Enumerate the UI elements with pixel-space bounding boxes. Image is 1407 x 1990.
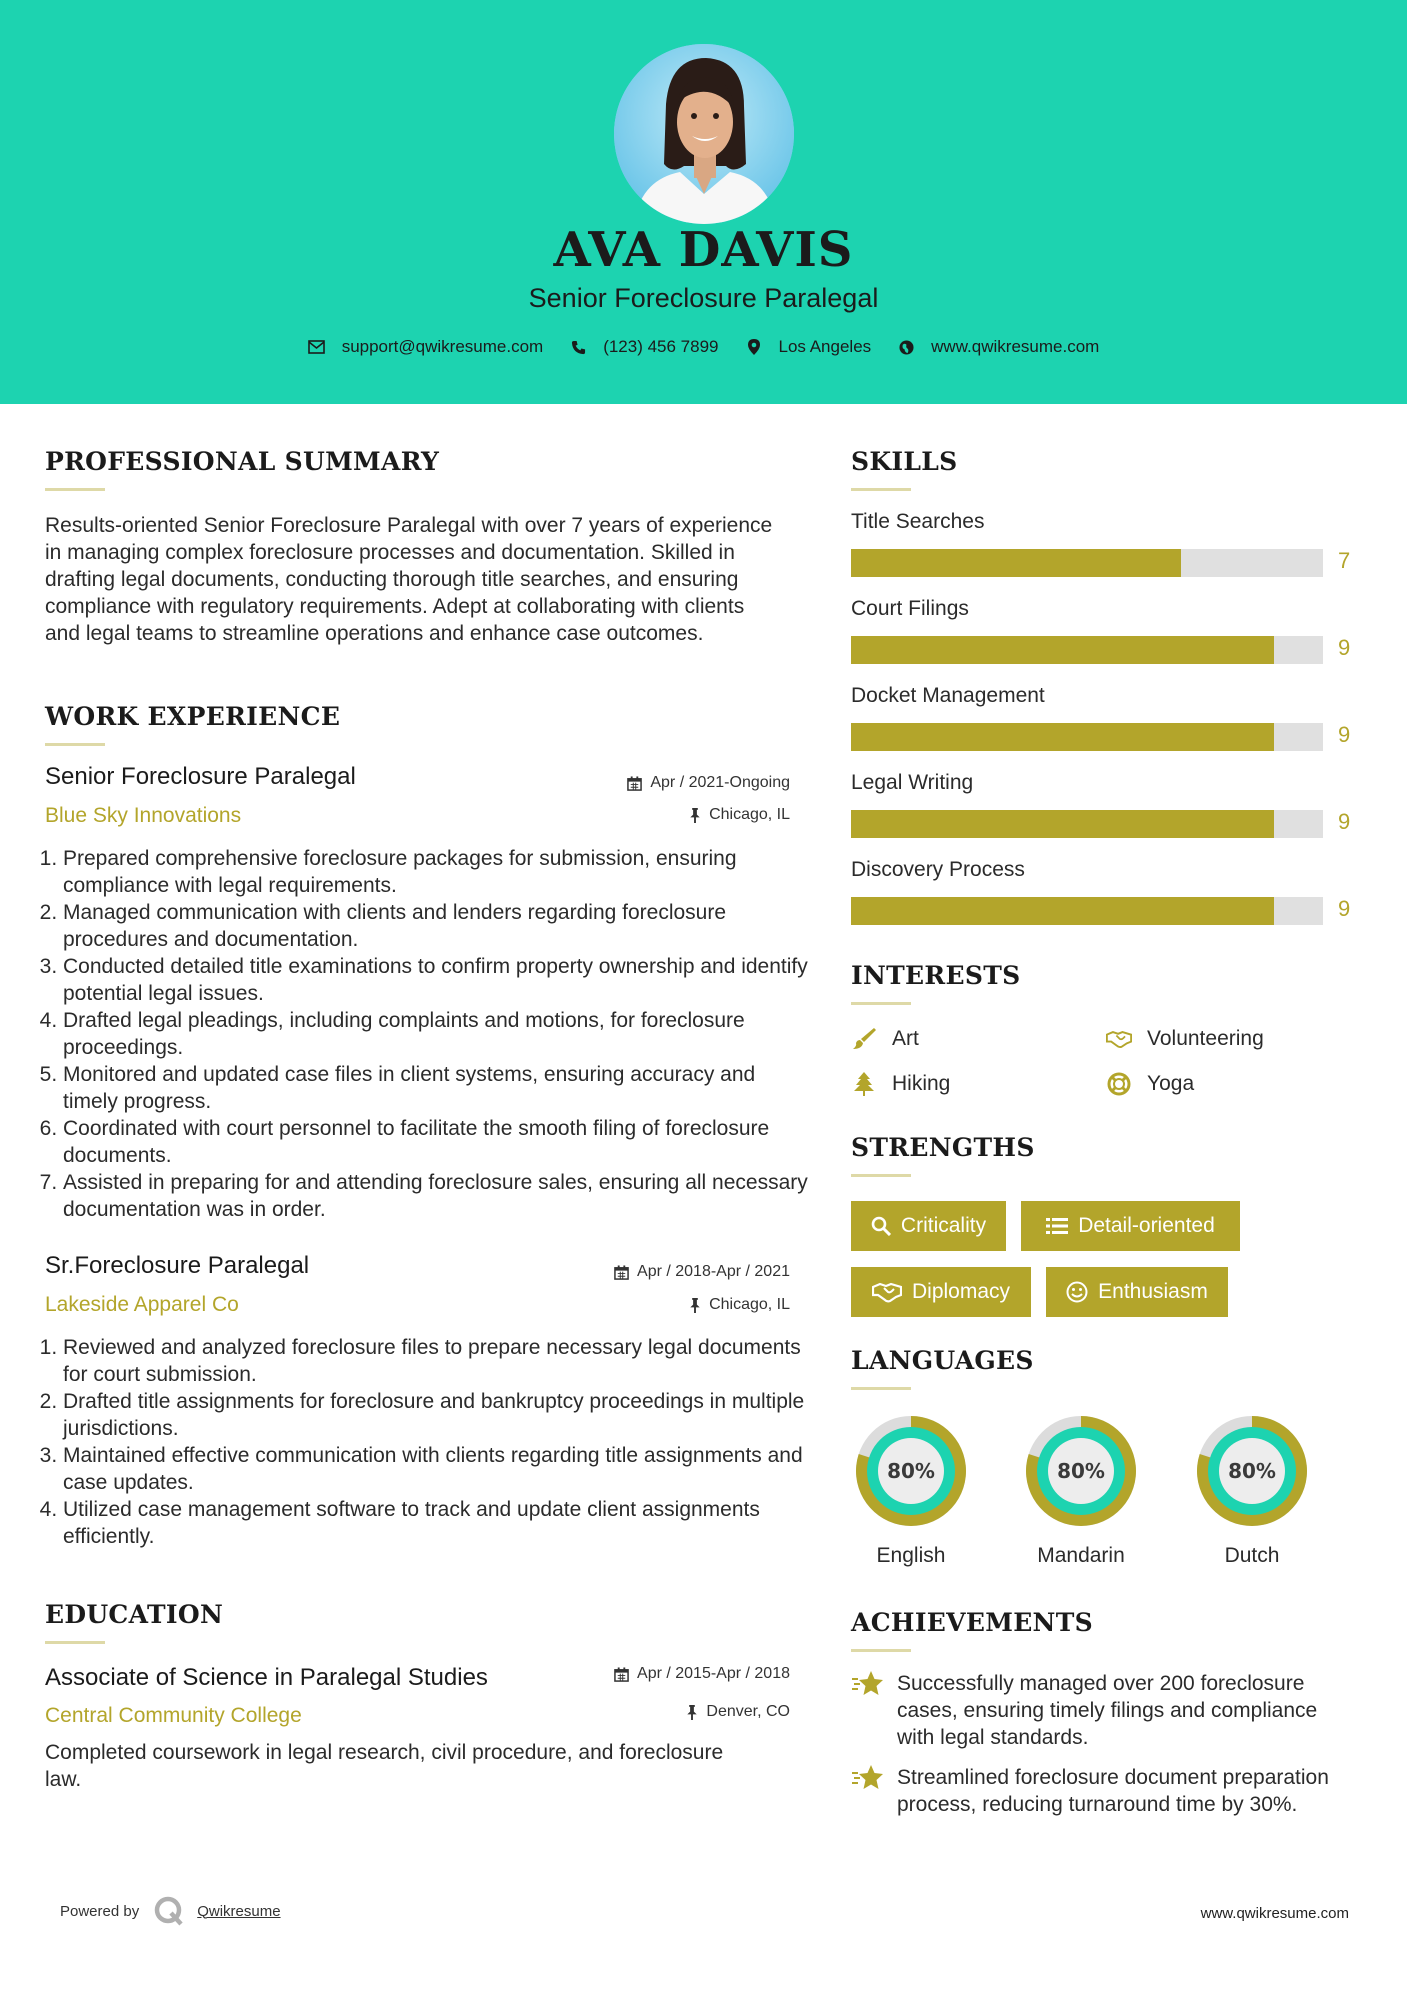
- job-company: Blue Sky Innovations: [45, 804, 242, 827]
- calendar-icon: [614, 1265, 629, 1280]
- candidate-name: AVA DAVIS: [553, 222, 854, 278]
- qwikresume-link[interactable]: Qwikresume: [197, 1902, 281, 1920]
- skill-bar: [851, 549, 1323, 577]
- contact-bar: [0, 337, 1407, 357]
- interest-volunteering: [1106, 1026, 1264, 1052]
- email-text: support@qwikresume.com: [341, 337, 544, 356]
- experience-heading: WORK EXPERIENCE: [45, 702, 341, 731]
- job-bullets: [45, 845, 813, 1223]
- job-title: Senior Foreclosure Paralegal: [45, 763, 356, 790]
- envelope-icon: [308, 338, 326, 356]
- interest-label: Hiking: [892, 1072, 951, 1095]
- language-percent: 80%: [887, 1459, 935, 1483]
- calendar-icon: [627, 776, 642, 791]
- skill-bar-fill: [851, 897, 1274, 925]
- language-ring: [1190, 1409, 1314, 1533]
- list-item: 3. Maintained effective communication with clients regarding title assignments and case updates.: [63, 1442, 813, 1496]
- education-dates-text: Apr / 2015-Apr / 2018: [637, 1665, 790, 1682]
- list-item: 4. Utilized case management software to track and update client assignments efficiently.: [63, 1496, 813, 1550]
- phone-text: (123) 456 7899: [603, 337, 719, 356]
- interest-hiking: [851, 1071, 950, 1097]
- skill-label: Docket Management: [851, 684, 1045, 707]
- job-location-text: Chicago, IL: [709, 806, 790, 823]
- skills-heading: SKILLS: [851, 447, 958, 476]
- skill-value: 9: [1338, 809, 1351, 834]
- education-rule: [45, 1641, 105, 1644]
- summary-text: Results-oriented Senior Foreclosure Paralegal with over 7 years of experience in managing complex foreclosure processes and documentation. Skilled in drafting legal documents, conducting thorough title searches, and ensuring compliance with regulatory requirements. Adept at collaborating with clients and legal teams to streamline operations and enhance case outcomes.: [45, 514, 773, 645]
- calendar-icon: [614, 1667, 629, 1682]
- achievement-text: Streamlined foreclosure document preparation process, reducing turnaround time by 30%.: [897, 1766, 1329, 1816]
- strength-label: Detail-oriented: [1078, 1214, 1215, 1237]
- job-location: [560, 806, 790, 824]
- list-item: 3. Conducted detailed title examinations to confirm property ownership and identify potential legal issues.: [63, 953, 813, 1007]
- job-location: [560, 1296, 790, 1314]
- interest-label: Yoga: [1147, 1072, 1195, 1095]
- job-location-text: Chicago, IL: [709, 1296, 790, 1313]
- job-dates: [560, 774, 790, 792]
- skill-label: Legal Writing: [851, 771, 974, 794]
- phone-icon: [569, 338, 587, 356]
- contact-website[interactable]: [897, 337, 1099, 357]
- job-title: Sr.Foreclosure Paralegal: [45, 1252, 310, 1279]
- skill-value: 9: [1338, 635, 1351, 660]
- qwikresume-logo-icon: [153, 1895, 185, 1927]
- list-item: 1. Reviewed and analyzed foreclosure files to prepare necessary legal documents for court submission.: [63, 1334, 813, 1388]
- languages-heading: LANGUAGES: [851, 1346, 1034, 1375]
- pushpin-icon: [689, 808, 701, 823]
- list-item: 2. Managed communication with clients and lenders regarding foreclosure procedures and documentation.: [63, 899, 813, 953]
- handshake-icon: [872, 1281, 902, 1303]
- job-company: Lakeside Apparel Co: [45, 1293, 239, 1316]
- achievement-item: [851, 1764, 1357, 1818]
- candidate-title: Senior Foreclosure Paralegal: [528, 283, 879, 313]
- contact-phone[interactable]: [569, 337, 718, 357]
- pushpin-icon: [686, 1705, 698, 1720]
- interests-rule: [851, 1002, 911, 1005]
- skill-bar: [851, 810, 1323, 838]
- strength-label: Criticality: [900, 1214, 987, 1237]
- list-item: 6. Coordinated with court personnel to facilitate the smooth filing of foreclosure documents.: [63, 1115, 813, 1169]
- summary-heading: PROFESSIONAL SUMMARY: [45, 447, 440, 476]
- achievement-text: Successfully managed over 200 foreclosure cases, ensuring timely filings and compliance with legal standards.: [897, 1672, 1318, 1749]
- location-text: Los Angeles: [778, 337, 872, 356]
- language-ring: [849, 1409, 973, 1533]
- footer-powered-by: [60, 1895, 281, 1927]
- strength-chip: [851, 1267, 1031, 1317]
- smile-icon: [1066, 1281, 1088, 1303]
- strengths-heading: STRENGTHS: [851, 1133, 1035, 1162]
- language-ring: [1019, 1409, 1143, 1533]
- skill-value: 9: [1338, 896, 1351, 921]
- skill-label: Court Filings: [851, 597, 969, 620]
- job-dates-text: Apr / 2018-Apr / 2021: [637, 1263, 790, 1280]
- strength-label: Enthusiasm: [1098, 1280, 1208, 1303]
- skill-value: 9: [1338, 722, 1351, 747]
- skill-bar: [851, 897, 1323, 925]
- language-percent: 80%: [1228, 1459, 1276, 1483]
- skill-bar-fill: [851, 810, 1274, 838]
- education-location: [560, 1703, 790, 1721]
- star-icon: [851, 1764, 885, 1818]
- strength-chip: [851, 1201, 1006, 1251]
- interest-label: Art: [892, 1027, 919, 1050]
- interest-label: Volunteering: [1147, 1027, 1264, 1050]
- achievements-rule: [851, 1649, 911, 1652]
- skill-bar-fill: [851, 723, 1274, 751]
- language-label: Mandarin: [1037, 1544, 1125, 1567]
- pushpin-icon: [689, 1298, 701, 1313]
- achievement-item: [851, 1670, 1357, 1751]
- language-percent: 80%: [1057, 1459, 1105, 1483]
- education-dates: [560, 1665, 790, 1683]
- list-item: 5. Monitored and updated case files in client systems, ensuring accuracy and timely progress.: [63, 1061, 813, 1115]
- powered-by-text: Powered by: [60, 1902, 140, 1920]
- website-text: www.qwikresume.com: [931, 337, 1100, 356]
- languages-rule: [851, 1387, 911, 1390]
- skill-bar-fill: [851, 549, 1181, 577]
- interests-heading: INTERESTS: [851, 961, 1021, 990]
- list-icon: [1046, 1217, 1068, 1235]
- list-item: 1. Prepared comprehensive foreclosure packages for submission, ensuring compliance with legal requirements.: [63, 845, 813, 899]
- skill-value: 7: [1338, 548, 1351, 573]
- resume-header: [0, 0, 1407, 404]
- handshake-icon: [1106, 1026, 1132, 1052]
- search-icon: [871, 1216, 891, 1236]
- profile-photo: [614, 44, 794, 224]
- experience-rule: [45, 743, 105, 746]
- language-label: Dutch: [1224, 1544, 1280, 1567]
- education-heading: EDUCATION: [45, 1600, 224, 1629]
- list-item: 4. Drafted legal pleadings, including complaints and motions, for foreclosure proceedings.: [63, 1007, 813, 1061]
- summary-rule: [45, 488, 105, 491]
- strength-chip: [1046, 1267, 1228, 1317]
- skill-bar: [851, 636, 1323, 664]
- job-bullets: [45, 1334, 813, 1550]
- lifering-icon: [1106, 1071, 1132, 1097]
- job-dates: [560, 1263, 790, 1281]
- tree-icon: [851, 1071, 877, 1097]
- footer-website[interactable]: www.qwikresume.com: [1200, 1905, 1349, 1922]
- achievements-heading: ACHIEVEMENTS: [851, 1608, 1093, 1637]
- education-description: Completed coursework in legal research, civil procedure, and foreclosure law.: [45, 1741, 724, 1791]
- skill-bar-fill: [851, 636, 1274, 664]
- contact-location: [745, 337, 872, 357]
- language-label: English: [876, 1544, 946, 1567]
- contact-email[interactable]: [308, 337, 544, 357]
- globe-icon: [897, 338, 915, 356]
- skill-label: Title Searches: [851, 510, 985, 533]
- strength-label: Diplomacy: [911, 1280, 1011, 1303]
- interest-art: [851, 1026, 919, 1052]
- skill-bar: [851, 723, 1323, 751]
- star-icon: [851, 1670, 885, 1751]
- strengths-rule: [851, 1174, 911, 1177]
- list-item: 2. Drafted title assignments for foreclosure and bankruptcy proceedings in multiple jurisdictions.: [63, 1388, 813, 1442]
- degree-title: Associate of Science in Paralegal Studies: [45, 1664, 488, 1691]
- map-pin-icon: [745, 338, 763, 356]
- paintbrush-icon: [851, 1026, 877, 1052]
- interest-yoga: [1106, 1071, 1194, 1097]
- job-dates-text: Apr / 2021-Ongoing: [650, 774, 790, 791]
- list-item: 7. Assisted in preparing for and attending foreclosure sales, ensuring all necessary documentation was in order.: [63, 1169, 813, 1223]
- education-location-text: Denver, CO: [706, 1703, 790, 1720]
- skills-rule: [851, 488, 911, 491]
- skill-label: Discovery Process: [851, 858, 1025, 881]
- school-name: Central Community College: [45, 1704, 302, 1727]
- strength-chip: [1021, 1201, 1240, 1251]
